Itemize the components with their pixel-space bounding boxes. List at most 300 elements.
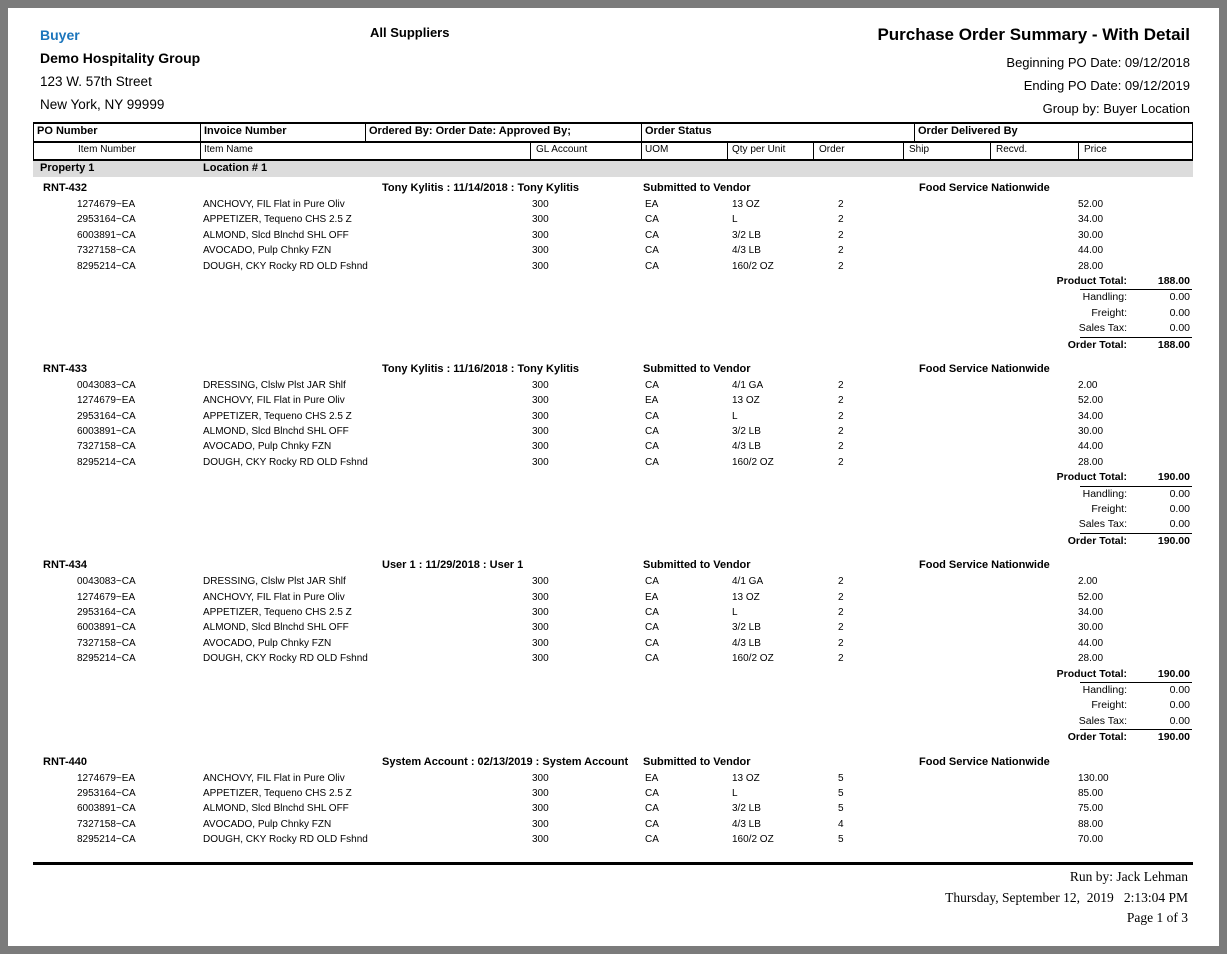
order-qty-cell: 2 [838, 199, 844, 210]
gl-account-cell: 300 [532, 818, 549, 830]
order-qty-cell: 5 [838, 772, 844, 784]
gl-account-cell: 300 [532, 214, 549, 226]
run-by: Run by: Jack Lehman [1069, 869, 1188, 884]
item-number-cell: 8295214~CA [77, 834, 136, 846]
sales-tax-value: 0.00 [1169, 518, 1190, 531]
recvd-cell [990, 212, 1078, 227]
order-header-row [33, 181, 1193, 197]
handling-row [33, 290, 1193, 305]
order-qty-cell: 2 [838, 260, 844, 272]
ship-cell [903, 620, 990, 635]
price-cell: 75.00 [1078, 803, 1104, 815]
ship-cell [903, 393, 990, 408]
qty-per-unit-cell: 4/1 GA [732, 576, 764, 588]
freight-row [33, 306, 1193, 321]
qty-per-unit-cell: L [732, 606, 738, 618]
report-title: Purchase Order Summary - With Detail [877, 25, 1190, 44]
order-delivered-by: Food Service Nationwide [919, 559, 1050, 572]
recvd-cell [990, 605, 1078, 620]
qty-per-unit-cell: 13 OZ [732, 199, 760, 210]
col-header-item-number: Item Number [34, 143, 201, 159]
ship-cell [903, 832, 990, 847]
order-qty-cell: 2 [838, 229, 844, 241]
handling-row [33, 487, 1193, 502]
item-name-cell: AVOCADO, Pulp Chnky FZN [203, 441, 332, 453]
col-header-invoice-number: Invoice Number [201, 124, 366, 141]
beginning-po-date: Beginning PO Date: 09/12/2018 [1006, 55, 1190, 70]
gl-account-cell: 300 [532, 229, 549, 241]
item-name-cell: AVOCADO, Pulp Chnky FZN [203, 818, 332, 830]
price-cell: 2.00 [1078, 576, 1098, 588]
purchase-order-block [33, 181, 1193, 353]
uom-cell: CA [645, 456, 659, 468]
order-total-label: Order Total: [1067, 731, 1127, 744]
item-name-cell: AVOCADO, Pulp Chnky FZN [203, 245, 332, 257]
product-total-row [33, 667, 1193, 682]
ship-cell [903, 228, 990, 243]
gl-account-cell: 300 [532, 606, 549, 618]
item-number-cell: 6003891~CA [77, 803, 136, 815]
order-qty-cell: 2 [838, 456, 844, 468]
gl-account-cell: 300 [532, 456, 549, 468]
ship-cell [903, 574, 990, 589]
item-name-cell: APPETIZER, Tequeno CHS 2.5 Z [203, 410, 352, 422]
uom-cell: CA [645, 441, 659, 453]
recvd-cell [990, 590, 1078, 605]
handling-label: Handling: [1082, 291, 1127, 304]
item-number-cell: 1274679~EA [77, 395, 136, 407]
price-cell: 52.00 [1078, 395, 1104, 407]
price-cell: 28.00 [1078, 456, 1104, 468]
uom-cell: CA [645, 214, 659, 226]
sales-tax-value: 0.00 [1169, 714, 1190, 727]
gl-account-cell: 300 [532, 591, 549, 603]
ship-cell [903, 439, 990, 454]
qty-per-unit-cell: 160/2 OZ [732, 834, 774, 846]
ship-cell [903, 409, 990, 424]
order-qty-cell: 2 [838, 653, 844, 665]
handling-value: 0.00 [1169, 291, 1190, 304]
item-row [33, 393, 1193, 408]
qty-per-unit-cell: L [732, 787, 738, 799]
uom-cell: EA [645, 591, 659, 603]
gl-account-cell: 300 [532, 834, 549, 846]
item-name-cell: ALMOND, Slcd Blnchd SHL OFF [203, 229, 349, 241]
product-total-label: Product Total: [1056, 274, 1127, 287]
po-summary-table [33, 122, 1193, 847]
price-cell: 34.00 [1078, 606, 1104, 618]
freight-value: 0.00 [1169, 503, 1190, 516]
product-total-label: Product Total: [1056, 667, 1127, 680]
report-title-block [877, 24, 1190, 120]
recvd-cell [990, 832, 1078, 847]
item-number-cell: 2953164~CA [77, 606, 136, 618]
order-qty-cell: 2 [838, 426, 844, 438]
ship-cell [903, 651, 990, 666]
qty-per-unit-cell: 13 OZ [732, 591, 760, 603]
item-name-cell: DOUGH, CKY Rocky RD OLD Fshnd [203, 653, 368, 665]
uom-cell: EA [645, 772, 659, 784]
order-qty-cell: 2 [838, 576, 844, 588]
sales-tax-label: Sales Tax: [1078, 518, 1127, 531]
item-row [33, 455, 1193, 470]
order-header-row [33, 362, 1193, 378]
ship-cell [903, 801, 990, 816]
uom-cell: CA [645, 606, 659, 618]
recvd-cell [990, 409, 1078, 424]
item-name-cell: ALMOND, Slcd Blnchd SHL OFF [203, 622, 349, 634]
item-row [33, 817, 1193, 832]
uom-cell: CA [645, 622, 659, 634]
report-page [8, 8, 1219, 946]
order-delivered-by: Food Service Nationwide [919, 755, 1050, 768]
item-number-cell: 0043083~CA [77, 576, 136, 588]
ship-cell [903, 424, 990, 439]
po-number: RNT-440 [43, 755, 88, 768]
sales-tax-label: Sales Tax: [1078, 714, 1127, 727]
recvd-cell [990, 243, 1078, 258]
ship-cell [903, 259, 990, 274]
recvd-cell [990, 620, 1078, 635]
ordered-by: Tony Kylitis : 11/16/2018 : Tony Kylitis [382, 362, 580, 375]
product-total-row [33, 274, 1193, 289]
gl-account-cell: 300 [532, 410, 549, 422]
uom-cell: CA [645, 260, 659, 272]
item-number-cell: 6003891~CA [77, 622, 136, 634]
price-cell: 85.00 [1078, 787, 1104, 799]
order-qty-cell: 2 [838, 622, 844, 634]
recvd-cell [990, 228, 1078, 243]
freight-row [33, 698, 1193, 713]
order-items [33, 574, 1193, 666]
qty-per-unit-cell: 3/2 LB [732, 426, 761, 438]
item-row [33, 786, 1193, 801]
order-status: Submitted to Vendor [643, 362, 751, 375]
order-qty-cell: 2 [838, 379, 844, 391]
item-number-cell: 6003891~CA [77, 229, 136, 241]
item-number-cell: 8295214~CA [77, 456, 136, 468]
recvd-cell [990, 817, 1078, 832]
sales-tax-label: Sales Tax: [1078, 322, 1127, 335]
price-cell: 30.00 [1078, 426, 1104, 438]
ordered-by: Tony Kylitis : 11/14/2018 : Tony Kylitis [382, 182, 580, 194]
handling-value: 0.00 [1169, 683, 1190, 696]
recvd-cell [990, 259, 1078, 274]
handling-label: Handling: [1082, 683, 1127, 696]
recvd-cell [990, 197, 1078, 212]
recvd-cell [990, 439, 1078, 454]
item-number-cell: 7327158~CA [77, 245, 136, 257]
order-total-row [33, 534, 1193, 549]
company-name: Demo Hospitality Group [40, 50, 201, 66]
ship-cell [903, 455, 990, 470]
recvd-cell [990, 786, 1078, 801]
order-status: Submitted to Vendor [643, 755, 751, 768]
item-name-cell: APPETIZER, Tequeno CHS 2.5 Z [203, 214, 352, 226]
uom-cell: CA [645, 637, 659, 649]
qty-per-unit-cell: L [732, 410, 738, 422]
order-total-value: 188.00 [1157, 338, 1190, 351]
item-name-cell: ALMOND, Slcd Blnchd SHL OFF [203, 426, 349, 438]
col-header-recvd: Recvd. [991, 143, 1079, 159]
handling-label: Handling: [1082, 487, 1127, 500]
order-items [33, 197, 1193, 274]
ship-cell [903, 212, 990, 227]
item-name-cell: ANCHOVY, FIL Flat in Pure Oliv [203, 772, 345, 784]
group-property: Property 1 [40, 162, 95, 174]
table-header-band [33, 122, 1193, 161]
col-header-order-status: Order Status [642, 124, 915, 141]
item-number-cell: 1274679~EA [77, 772, 136, 784]
order-qty-cell: 2 [838, 606, 844, 618]
gl-account-cell: 300 [532, 787, 549, 799]
order-delivered-by: Food Service Nationwide [919, 182, 1050, 194]
page-number: Page 1 of 3 [1126, 910, 1188, 925]
order-status: Submitted to Vendor [643, 559, 751, 572]
col-header-ship: Ship [904, 143, 991, 159]
item-name-cell: DOUGH, CKY Rocky RD OLD Fshnd [203, 260, 368, 272]
order-totals [33, 667, 1193, 746]
handling-value: 0.00 [1169, 487, 1190, 500]
item-row [33, 832, 1193, 847]
gl-account-cell: 300 [532, 637, 549, 649]
po-number: RNT-434 [43, 559, 88, 572]
ship-cell [903, 590, 990, 605]
supplier-filter-label: All Suppliers [370, 25, 450, 40]
purchase-order-block [33, 755, 1193, 848]
uom-cell: CA [645, 818, 659, 830]
order-total-label: Order Total: [1067, 534, 1127, 547]
po-number: RNT-432 [43, 182, 88, 194]
buyer-address-block [40, 24, 200, 116]
item-name-cell: ANCHOVY, FIL Flat in Pure Oliv [203, 395, 345, 407]
freight-label: Freight: [1091, 306, 1127, 319]
item-row [33, 771, 1193, 786]
qty-per-unit-cell: 4/3 LB [732, 818, 761, 830]
address-line-2: New York, NY 99999 [40, 97, 165, 112]
order-qty-cell: 4 [838, 818, 844, 830]
recvd-cell [990, 636, 1078, 651]
sales-tax-row [33, 321, 1193, 336]
order-status: Submitted to Vendor [643, 182, 751, 194]
item-number-cell: 8295214~CA [77, 260, 136, 272]
qty-per-unit-cell: 3/2 LB [732, 229, 761, 241]
ship-cell [903, 817, 990, 832]
col-header-gl-account: GL Account [531, 143, 642, 159]
buyer-label: Buyer [40, 27, 80, 43]
item-number-cell: 6003891~CA [77, 426, 136, 438]
item-name-cell: ANCHOVY, FIL Flat in Pure Oliv [203, 591, 345, 603]
order-qty-cell: 2 [838, 410, 844, 422]
col-header-po-number: PO Number [34, 124, 201, 141]
order-header-row [33, 558, 1193, 574]
order-totals [33, 470, 1193, 549]
col-header-item-name: Item Name [201, 143, 531, 159]
gl-account-cell: 300 [532, 653, 549, 665]
item-number-cell: 2953164~CA [77, 410, 136, 422]
gl-account-cell: 300 [532, 379, 549, 391]
item-name-cell: APPETIZER, Tequeno CHS 2.5 Z [203, 606, 352, 618]
orders [33, 181, 1193, 847]
order-items [33, 771, 1193, 848]
handling-row [33, 683, 1193, 698]
uom-cell: CA [645, 834, 659, 846]
item-name-cell: DOUGH, CKY Rocky RD OLD Fshnd [203, 834, 368, 846]
uom-cell: CA [645, 576, 659, 588]
uom-cell: EA [645, 395, 659, 407]
group-location: Location # 1 [203, 162, 268, 174]
item-number-cell: 2953164~CA [77, 787, 136, 799]
sales-tax-value: 0.00 [1169, 322, 1190, 335]
item-row [33, 801, 1193, 816]
item-row [33, 574, 1193, 589]
group-by-label: Group by: Buyer Location [1042, 101, 1190, 116]
qty-per-unit-cell: 4/3 LB [732, 245, 761, 257]
price-cell: 88.00 [1078, 818, 1104, 830]
uom-cell: CA [645, 410, 659, 422]
freight-label: Freight: [1091, 699, 1127, 712]
gl-account-cell: 300 [532, 199, 549, 210]
ship-cell [903, 197, 990, 212]
ship-cell [903, 378, 990, 393]
ordered-by: System Account : 02/13/2019 : System Account [382, 755, 629, 768]
item-row [33, 378, 1193, 393]
qty-per-unit-cell: 3/2 LB [732, 803, 761, 815]
gl-account-cell: 300 [532, 622, 549, 634]
price-cell: 44.00 [1078, 441, 1104, 453]
order-qty-cell: 2 [838, 637, 844, 649]
order-totals [33, 274, 1193, 353]
item-number-cell: 1274679~EA [77, 591, 136, 603]
col-header-ordered-by: Ordered By: Order Date: Approved By; [366, 124, 642, 141]
item-row [33, 439, 1193, 454]
recvd-cell [990, 455, 1078, 470]
item-name-cell: DRESSING, Clslw Plst JAR Shlf [203, 576, 346, 588]
item-row [33, 409, 1193, 424]
order-qty-cell: 2 [838, 395, 844, 407]
qty-per-unit-cell: 160/2 OZ [732, 653, 774, 665]
order-qty-cell: 5 [838, 787, 844, 799]
gl-account-cell: 300 [532, 772, 549, 784]
item-name-cell: DOUGH, CKY Rocky RD OLD Fshnd [203, 456, 368, 468]
item-row [33, 228, 1193, 243]
freight-value: 0.00 [1169, 306, 1190, 319]
ship-cell [903, 636, 990, 651]
order-qty-cell: 5 [838, 834, 844, 846]
product-total-label: Product Total: [1056, 471, 1127, 484]
order-total-row [33, 338, 1193, 353]
order-total-label: Order Total: [1067, 338, 1127, 351]
recvd-cell [990, 393, 1078, 408]
uom-cell: EA [645, 199, 659, 210]
item-number-cell: 0043083~CA [77, 379, 136, 391]
qty-per-unit-cell: 4/3 LB [732, 441, 761, 453]
ship-cell [903, 771, 990, 786]
col-header-order-delivered-by: Order Delivered By [918, 125, 1018, 137]
item-number-cell: 7327158~CA [77, 818, 136, 830]
uom-cell: CA [645, 803, 659, 815]
price-cell: 30.00 [1078, 622, 1104, 634]
item-name-cell: DRESSING, Clslw Plst JAR Shlf [203, 379, 346, 391]
po-number: RNT-433 [43, 362, 88, 375]
col-header-price: Price [1084, 144, 1107, 155]
order-total-value: 190.00 [1157, 731, 1190, 744]
ordered-by: User 1 : 11/29/2018 : User 1 [382, 559, 524, 572]
address-line-1: 123 W. 57th Street [40, 74, 152, 89]
sales-tax-row [33, 714, 1193, 729]
price-cell: 52.00 [1078, 199, 1104, 210]
order-qty-cell: 2 [838, 245, 844, 257]
qty-per-unit-cell: 160/2 OZ [732, 456, 774, 468]
ship-cell [903, 786, 990, 801]
item-number-cell: 7327158~CA [77, 637, 136, 649]
product-total-value: 188.00 [1157, 274, 1190, 287]
recvd-cell [990, 651, 1078, 666]
price-cell: 44.00 [1078, 245, 1104, 257]
item-row [33, 605, 1193, 620]
recvd-cell [990, 771, 1078, 786]
item-name-cell: ANCHOVY, FIL Flat in Pure Oliv [203, 199, 345, 210]
purchase-order-block [33, 362, 1193, 549]
freight-value: 0.00 [1169, 699, 1190, 712]
item-row [33, 636, 1193, 651]
product-total-row [33, 470, 1193, 485]
recvd-cell [990, 574, 1078, 589]
freight-label: Freight: [1091, 503, 1127, 516]
price-cell: 44.00 [1078, 637, 1104, 649]
order-qty-cell: 2 [838, 441, 844, 453]
item-row [33, 424, 1193, 439]
uom-cell: CA [645, 229, 659, 241]
price-cell: 34.00 [1078, 214, 1104, 226]
item-name-cell: AVOCADO, Pulp Chnky FZN [203, 637, 332, 649]
gl-account-cell: 300 [532, 803, 549, 815]
order-total-row [33, 730, 1193, 745]
ending-po-date: Ending PO Date: 09/12/2019 [1023, 78, 1190, 93]
order-header-row [33, 755, 1193, 771]
group-header-row [33, 161, 1193, 177]
gl-account-cell: 300 [532, 441, 549, 453]
price-cell: 28.00 [1078, 260, 1104, 272]
item-number-cell: 8295214~CA [77, 653, 136, 665]
recvd-cell [990, 378, 1078, 393]
price-cell: 70.00 [1078, 834, 1104, 846]
uom-cell: CA [645, 653, 659, 665]
col-header-order: Order [814, 143, 904, 159]
order-delivered-by: Food Service Nationwide [919, 362, 1050, 375]
gl-account-cell: 300 [532, 426, 549, 438]
qty-per-unit-cell: 3/2 LB [732, 622, 761, 634]
item-number-cell: 7327158~CA [77, 441, 136, 453]
table-header-row-2 [34, 143, 1192, 159]
item-row [33, 651, 1193, 666]
col-header-qty-per-unit: Qty per Unit [728, 143, 814, 159]
item-name-cell: APPETIZER, Tequeno CHS 2.5 Z [203, 787, 352, 799]
gl-account-cell: 300 [532, 576, 549, 588]
item-row [33, 259, 1193, 274]
product-total-value: 190.00 [1157, 667, 1190, 680]
order-qty-cell: 5 [838, 803, 844, 815]
item-row [33, 243, 1193, 258]
item-row [33, 590, 1193, 605]
order-qty-cell: 2 [838, 591, 844, 603]
ship-cell [903, 605, 990, 620]
order-items [33, 378, 1193, 470]
qty-per-unit-cell: 4/3 LB [732, 637, 761, 649]
item-row [33, 620, 1193, 635]
price-cell: 52.00 [1078, 591, 1104, 603]
uom-cell: CA [645, 245, 659, 257]
